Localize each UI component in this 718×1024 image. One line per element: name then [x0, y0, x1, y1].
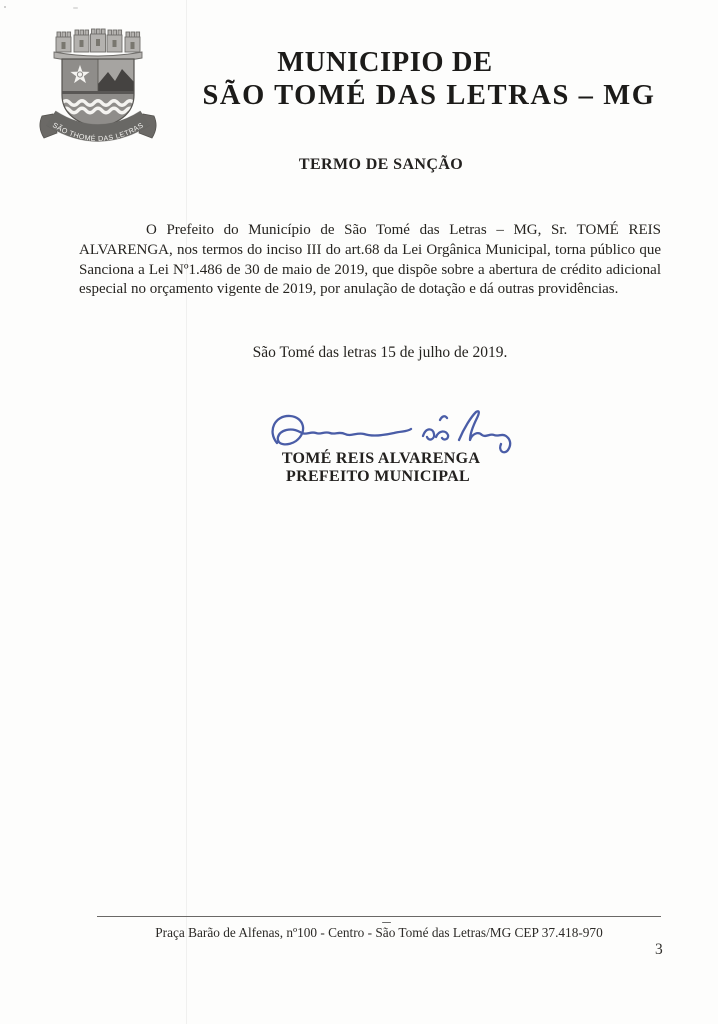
scan-artifact-speck — [4, 6, 6, 8]
body-paragraph: O Prefeito do Município de São Tomé das Letras – MG, Sr. TOMÉ REIS ALVARENGA, nos termos do inciso III do art.68 da Lei Orgânica Municipal, torna público que Sanciona a Lei Nº1.486 de 30 de maio de 2019, que dispõe sobre a abertura de crédito adicional especial no orçamento vigente de 2019, por anulação de dotação e dá outras providências. — [79, 222, 661, 298]
document-title: TERMO DE SANÇÃO — [298, 156, 464, 173]
letterhead — [0, 46, 718, 112]
signatory-role: PREFEITO MUNICIPAL — [286, 468, 470, 485]
scan-artifact-overline — [382, 922, 391, 923]
crest-banner-text: SÃO THOMÉ DAS LETRAS — [50, 120, 146, 144]
footer-address: Praça Barão de Alfenas, nº100 - Centro - São Tomé das Letras/MG CEP 37.418-970 — [155, 925, 603, 940]
scan-artifact-line — [186, 0, 187, 1024]
municipality-title-line1: MUNICIPIO DE — [277, 47, 493, 78]
page-number: 3 — [655, 941, 663, 958]
date-line: São Tomé das letras 15 de julho de 2019. — [252, 344, 508, 361]
municipality-title-line2: SÃO TOMÉ DAS LETRAS – MG — [202, 80, 656, 111]
signature-ink — [263, 403, 515, 457]
handwritten-signature — [263, 403, 515, 457]
footer-divider — [97, 916, 661, 917]
signatory-name: TOMÉ REIS ALVARENGA — [281, 450, 481, 467]
scan-artifact-speck — [73, 7, 78, 9]
